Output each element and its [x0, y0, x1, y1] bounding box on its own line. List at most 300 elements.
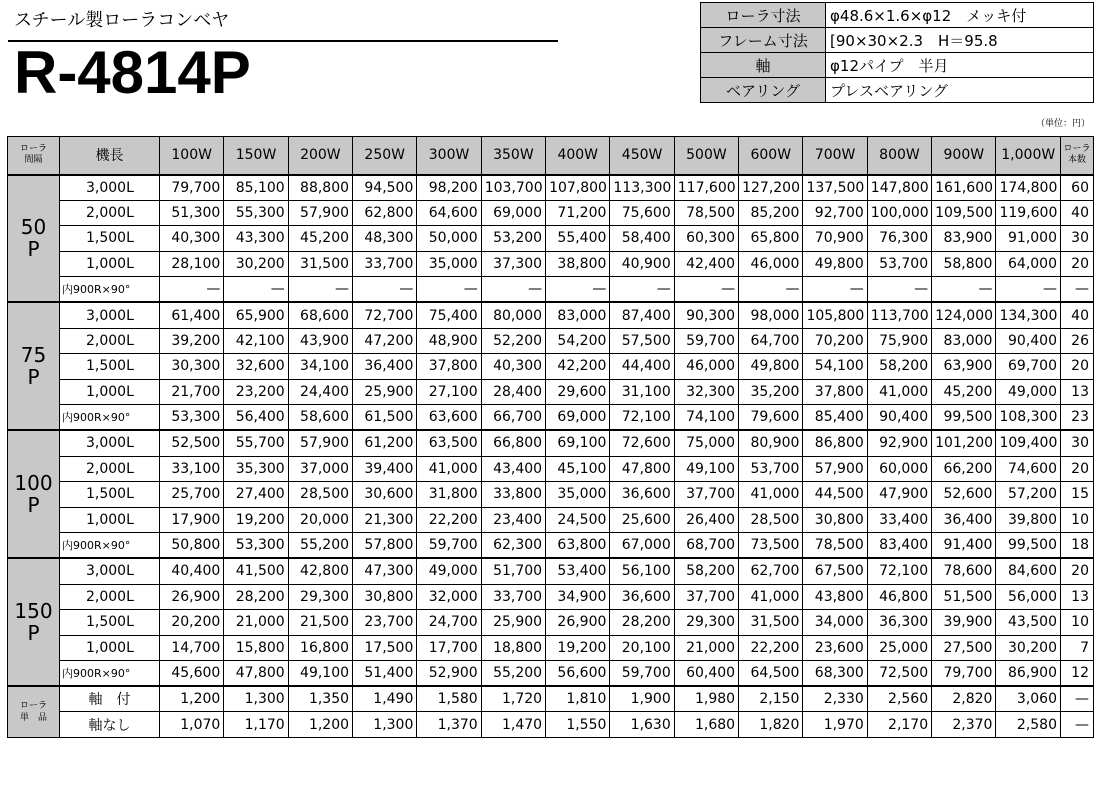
- price-cell: 28,100: [160, 251, 224, 277]
- price-cell: 119,600: [996, 200, 1061, 226]
- col-header-width: 600W: [739, 137, 803, 175]
- price-cell: 124,000: [932, 302, 996, 328]
- roller-count-cell: 20: [1061, 558, 1094, 584]
- price-cell: 72,500: [867, 661, 931, 687]
- spec-key: フレーム寸法: [701, 28, 826, 53]
- col-header-pitch: ローラ 間隔: [8, 137, 60, 175]
- price-cell: 31,500: [288, 251, 352, 277]
- price-cell: 78,500: [803, 533, 867, 559]
- price-cell: —: [288, 277, 352, 303]
- price-cell: 69,000: [481, 200, 545, 226]
- price-cell: 84,600: [996, 558, 1061, 584]
- price-cell: 34,100: [288, 354, 352, 380]
- price-cell: 55,200: [288, 533, 352, 559]
- price-cell: —: [803, 277, 867, 303]
- price-cell: 46,000: [739, 251, 803, 277]
- price-cell: 1,350: [288, 686, 352, 712]
- price-cell: 39,200: [160, 328, 224, 354]
- price-cell: —: [932, 277, 996, 303]
- price-cell: 15,800: [224, 635, 288, 661]
- price-cell: 161,600: [932, 175, 996, 201]
- price-cell: 47,800: [610, 456, 674, 482]
- length-cell: 軸なし: [60, 712, 160, 738]
- price-cell: 30,200: [996, 635, 1061, 661]
- length-cell: 内900R×90°: [60, 277, 160, 303]
- price-cell: 60,300: [674, 226, 738, 252]
- price-cell: 27,400: [224, 482, 288, 508]
- price-cell: 53,200: [481, 226, 545, 252]
- table-row: [8, 456, 1094, 482]
- price-cell: 74,100: [674, 405, 738, 431]
- price-cell: 90,400: [867, 405, 931, 431]
- price-cell: 39,800: [996, 507, 1061, 533]
- price-cell: 49,100: [288, 661, 352, 687]
- price-cell: 51,700: [481, 558, 545, 584]
- price-cell: —: [353, 277, 417, 303]
- price-cell: 60,000: [867, 456, 931, 482]
- price-cell: 41,000: [867, 379, 931, 405]
- price-cell: 83,400: [867, 533, 931, 559]
- price-table: [7, 136, 1094, 738]
- price-cell: 55,200: [481, 661, 545, 687]
- price-cell: 1,980: [674, 686, 738, 712]
- price-cell: 69,000: [546, 405, 610, 431]
- price-cell: 52,600: [932, 482, 996, 508]
- pitch-cell: 100 P: [8, 430, 60, 558]
- col-header-width: 200W: [288, 137, 352, 175]
- price-cell: 38,800: [546, 251, 610, 277]
- price-cell: 59,700: [674, 328, 738, 354]
- price-cell: 47,900: [867, 482, 931, 508]
- col-header-width: 800W: [867, 137, 931, 175]
- price-cell: 57,800: [353, 533, 417, 559]
- price-cell: 47,300: [353, 558, 417, 584]
- price-cell: 37,700: [674, 584, 738, 610]
- length-cell: 3,000L: [60, 302, 160, 328]
- price-cell: 85,400: [803, 405, 867, 431]
- price-cell: 45,100: [546, 456, 610, 482]
- price-cell: 68,700: [674, 533, 738, 559]
- price-cell: 28,500: [739, 507, 803, 533]
- spec-value: φ12パイプ 半月: [826, 53, 1094, 78]
- price-cell: 174,800: [996, 175, 1061, 201]
- price-cell: 41,000: [417, 456, 481, 482]
- price-cell: 17,700: [417, 635, 481, 661]
- price-cell: 117,600: [674, 175, 738, 201]
- table-row: [8, 226, 1094, 252]
- col-header-width: 900W: [932, 137, 996, 175]
- price-cell: 14,700: [160, 635, 224, 661]
- price-cell: 46,800: [867, 584, 931, 610]
- price-cell: 109,500: [932, 200, 996, 226]
- roller-count-cell: 18: [1061, 533, 1094, 559]
- price-cell: 2,820: [932, 686, 996, 712]
- price-cell: 73,500: [739, 533, 803, 559]
- length-cell: 1,000L: [60, 379, 160, 405]
- length-cell: 2,000L: [60, 456, 160, 482]
- price-cell: 30,300: [160, 354, 224, 380]
- price-cell: 58,600: [288, 405, 352, 431]
- price-cell: 21,300: [353, 507, 417, 533]
- price-cell: 42,200: [546, 354, 610, 380]
- price-cell: 109,400: [996, 430, 1061, 456]
- price-cell: 43,900: [288, 328, 352, 354]
- price-cell: 1,550: [546, 712, 610, 738]
- price-cell: 86,900: [996, 661, 1061, 687]
- price-cell: 64,000: [996, 251, 1061, 277]
- price-cell: 27,500: [932, 635, 996, 661]
- price-cell: 42,800: [288, 558, 352, 584]
- price-cell: —: [739, 277, 803, 303]
- price-cell: 41,500: [224, 558, 288, 584]
- length-cell: 2,000L: [60, 200, 160, 226]
- price-cell: 60,400: [674, 661, 738, 687]
- price-cell: 31,500: [739, 610, 803, 636]
- price-cell: 2,330: [803, 686, 867, 712]
- price-cell: 66,700: [481, 405, 545, 431]
- price-cell: 40,400: [160, 558, 224, 584]
- price-cell: 64,500: [739, 661, 803, 687]
- price-cell: 69,700: [996, 354, 1061, 380]
- length-cell: 1,500L: [60, 226, 160, 252]
- price-cell: 61,500: [353, 405, 417, 431]
- price-cell: 33,800: [481, 482, 545, 508]
- price-cell: 36,400: [353, 354, 417, 380]
- price-cell: 78,500: [674, 200, 738, 226]
- price-cell: 41,000: [739, 482, 803, 508]
- price-cell: 17,900: [160, 507, 224, 533]
- length-cell: 1,500L: [60, 610, 160, 636]
- price-cell: 55,300: [224, 200, 288, 226]
- price-cell: 79,700: [160, 175, 224, 201]
- table-row: [8, 379, 1094, 405]
- table-row: [8, 558, 1094, 584]
- price-cell: 37,800: [417, 354, 481, 380]
- price-cell: 36,600: [610, 584, 674, 610]
- price-cell: 53,700: [739, 456, 803, 482]
- length-cell: 2,000L: [60, 584, 160, 610]
- price-cell: 83,900: [932, 226, 996, 252]
- price-cell: 57,900: [288, 200, 352, 226]
- price-cell: 35,000: [417, 251, 481, 277]
- price-cell: 90,300: [674, 302, 738, 328]
- price-cell: 41,000: [739, 584, 803, 610]
- price-cell: 40,300: [481, 354, 545, 380]
- price-cell: 91,000: [996, 226, 1061, 252]
- price-cell: 63,800: [546, 533, 610, 559]
- price-cell: 54,100: [803, 354, 867, 380]
- length-cell: 3,000L: [60, 175, 160, 201]
- price-cell: 56,100: [610, 558, 674, 584]
- col-header-width: 450W: [610, 137, 674, 175]
- price-cell: 80,000: [481, 302, 545, 328]
- price-cell: 108,300: [996, 405, 1061, 431]
- roller-count-cell: 10: [1061, 507, 1094, 533]
- price-cell: 80,900: [739, 430, 803, 456]
- price-cell: 56,600: [546, 661, 610, 687]
- price-cell: 21,000: [224, 610, 288, 636]
- price-cell: 49,000: [417, 558, 481, 584]
- roller-count-cell: 60: [1061, 175, 1094, 201]
- price-cell: 30,800: [803, 507, 867, 533]
- price-cell: 70,900: [803, 226, 867, 252]
- price-cell: 23,400: [481, 507, 545, 533]
- price-cell: 1,200: [160, 686, 224, 712]
- col-header-width: 1,000W: [996, 137, 1061, 175]
- price-cell: 99,500: [932, 405, 996, 431]
- table-row: [8, 277, 1094, 303]
- spec-row: [701, 78, 1094, 103]
- price-cell: 62,700: [739, 558, 803, 584]
- roller-count-cell: 30: [1061, 226, 1094, 252]
- price-cell: 45,200: [932, 379, 996, 405]
- roller-count-cell: 12: [1061, 661, 1094, 687]
- price-cell: 58,200: [867, 354, 931, 380]
- price-cell: 2,580: [996, 712, 1061, 738]
- table-row: [8, 430, 1094, 456]
- price-cell: 51,500: [932, 584, 996, 610]
- price-cell: 34,900: [546, 584, 610, 610]
- price-cell: 2,370: [932, 712, 996, 738]
- price-cell: 1,900: [610, 686, 674, 712]
- length-cell: 1,500L: [60, 354, 160, 380]
- price-cell: 74,600: [996, 456, 1061, 482]
- spec-table: [700, 2, 1094, 103]
- price-cell: 1,370: [417, 712, 481, 738]
- price-cell: 78,600: [932, 558, 996, 584]
- price-cell: 134,300: [996, 302, 1061, 328]
- price-cell: 75,600: [610, 200, 674, 226]
- price-cell: 103,700: [481, 175, 545, 201]
- price-cell: 64,700: [739, 328, 803, 354]
- length-cell: 1,000L: [60, 507, 160, 533]
- price-cell: 1,970: [803, 712, 867, 738]
- price-cell: 24,500: [546, 507, 610, 533]
- price-cell: 37,000: [288, 456, 352, 482]
- price-cell: 48,900: [417, 328, 481, 354]
- price-cell: 32,600: [224, 354, 288, 380]
- price-cell: 90,400: [996, 328, 1061, 354]
- pitch-cell: 50 P: [8, 175, 60, 303]
- price-cell: 83,000: [546, 302, 610, 328]
- price-cell: 100,000: [867, 200, 931, 226]
- table-row: [8, 635, 1094, 661]
- price-cell: 23,600: [803, 635, 867, 661]
- table-row: [8, 712, 1094, 738]
- price-cell: 55,400: [546, 226, 610, 252]
- price-cell: 40,900: [610, 251, 674, 277]
- price-cell: 147,800: [867, 175, 931, 201]
- price-cell: 66,200: [932, 456, 996, 482]
- price-cell: 22,200: [739, 635, 803, 661]
- price-cell: 36,300: [867, 610, 931, 636]
- price-cell: 56,000: [996, 584, 1061, 610]
- price-cell: 45,600: [160, 661, 224, 687]
- table-row: [8, 482, 1094, 508]
- length-cell: 1,000L: [60, 635, 160, 661]
- col-header-width: 250W: [353, 137, 417, 175]
- price-cell: 61,400: [160, 302, 224, 328]
- price-cell: 25,700: [160, 482, 224, 508]
- price-cell: 27,100: [417, 379, 481, 405]
- price-cell: 52,200: [481, 328, 545, 354]
- price-cell: 20,200: [160, 610, 224, 636]
- length-cell: 3,000L: [60, 558, 160, 584]
- price-cell: —: [417, 277, 481, 303]
- price-cell: 101,200: [932, 430, 996, 456]
- price-cell: 1,070: [160, 712, 224, 738]
- price-cell: 71,200: [546, 200, 610, 226]
- length-cell: 内900R×90°: [60, 533, 160, 559]
- price-cell: —: [996, 277, 1061, 303]
- price-cell: 72,600: [610, 430, 674, 456]
- price-cell: 19,200: [224, 507, 288, 533]
- price-cell: 35,300: [224, 456, 288, 482]
- col-header-width: 500W: [674, 137, 738, 175]
- table-row: [8, 686, 1094, 712]
- price-cell: 32,000: [417, 584, 481, 610]
- price-cell: 53,300: [224, 533, 288, 559]
- price-cell: 35,200: [739, 379, 803, 405]
- roller-count-cell: 20: [1061, 354, 1094, 380]
- roller-count-cell: 7: [1061, 635, 1094, 661]
- price-cell: 57,900: [288, 430, 352, 456]
- price-cell: 1,810: [546, 686, 610, 712]
- price-cell: 72,100: [867, 558, 931, 584]
- col-header-width: 700W: [803, 137, 867, 175]
- price-cell: 76,300: [867, 226, 931, 252]
- price-cell: 36,600: [610, 482, 674, 508]
- spec-row: [701, 53, 1094, 78]
- price-cell: 34,000: [803, 610, 867, 636]
- price-cell: 79,700: [932, 661, 996, 687]
- spec-row: [701, 28, 1094, 53]
- price-cell: —: [610, 277, 674, 303]
- price-cell: 85,100: [224, 175, 288, 201]
- price-cell: 48,300: [353, 226, 417, 252]
- price-cell: 26,900: [546, 610, 610, 636]
- table-row: [8, 200, 1094, 226]
- price-cell: 1,170: [224, 712, 288, 738]
- price-cell: 105,800: [803, 302, 867, 328]
- price-cell: 36,400: [932, 507, 996, 533]
- price-cell: 62,800: [353, 200, 417, 226]
- model-number: R-4814P: [14, 39, 251, 106]
- price-cell: 29,300: [674, 610, 738, 636]
- price-cell: 79,600: [739, 405, 803, 431]
- price-cell: 66,800: [481, 430, 545, 456]
- price-cell: 53,300: [160, 405, 224, 431]
- price-cell: 37,700: [674, 482, 738, 508]
- col-header-width: 100W: [160, 137, 224, 175]
- price-cell: 91,400: [932, 533, 996, 559]
- price-cell: 88,800: [288, 175, 352, 201]
- price-cell: 30,200: [224, 251, 288, 277]
- price-cell: 25,000: [867, 635, 931, 661]
- price-cell: 28,500: [288, 482, 352, 508]
- table-row: [8, 328, 1094, 354]
- price-cell: 31,100: [610, 379, 674, 405]
- price-cell: 17,500: [353, 635, 417, 661]
- price-cell: 1,680: [674, 712, 738, 738]
- price-cell: 69,100: [546, 430, 610, 456]
- price-cell: 2,150: [739, 686, 803, 712]
- price-cell: 33,700: [481, 584, 545, 610]
- price-cell: 1,820: [739, 712, 803, 738]
- price-cell: 57,900: [803, 456, 867, 482]
- price-cell: —: [224, 277, 288, 303]
- price-cell: 49,800: [803, 251, 867, 277]
- pitch-cell: 150 P: [8, 558, 60, 686]
- price-cell: 52,500: [160, 430, 224, 456]
- price-cell: 43,400: [481, 456, 545, 482]
- roller-count-cell: 30: [1061, 430, 1094, 456]
- price-cell: 49,800: [739, 354, 803, 380]
- price-cell: 113,300: [610, 175, 674, 201]
- price-cell: 28,200: [610, 610, 674, 636]
- price-cell: 33,700: [353, 251, 417, 277]
- price-cell: 18,800: [481, 635, 545, 661]
- price-cell: 107,800: [546, 175, 610, 201]
- price-cell: 49,100: [674, 456, 738, 482]
- spec-row: [701, 3, 1094, 28]
- roller-count-cell: 10: [1061, 610, 1094, 636]
- price-cell: 54,200: [546, 328, 610, 354]
- price-cell: 53,400: [546, 558, 610, 584]
- price-cell: 64,600: [417, 200, 481, 226]
- price-cell: 37,800: [803, 379, 867, 405]
- price-cell: 63,500: [417, 430, 481, 456]
- price-cell: 1,300: [224, 686, 288, 712]
- spec-value: プレスベアリング: [826, 78, 1094, 103]
- price-cell: 40,300: [160, 226, 224, 252]
- length-cell: 2,000L: [60, 328, 160, 354]
- col-header-width: 350W: [481, 137, 545, 175]
- table-row: [8, 175, 1094, 201]
- price-cell: 44,400: [610, 354, 674, 380]
- price-cell: 58,200: [674, 558, 738, 584]
- price-cell: 55,700: [224, 430, 288, 456]
- price-cell: 42,400: [674, 251, 738, 277]
- price-cell: 26,400: [674, 507, 738, 533]
- price-cell: 43,300: [224, 226, 288, 252]
- col-header-width: 400W: [546, 137, 610, 175]
- spec-key: 軸: [701, 53, 826, 78]
- price-cell: 25,600: [610, 507, 674, 533]
- table-row: [8, 354, 1094, 380]
- table-row: [8, 661, 1094, 687]
- length-cell: 内900R×90°: [60, 405, 160, 431]
- roller-count-cell: 23: [1061, 405, 1094, 431]
- price-cell: 21,000: [674, 635, 738, 661]
- price-cell: 45,200: [288, 226, 352, 252]
- price-cell: 42,100: [224, 328, 288, 354]
- price-cell: 98,200: [417, 175, 481, 201]
- price-cell: 37,300: [481, 251, 545, 277]
- price-cell: 22,200: [417, 507, 481, 533]
- price-cell: 53,700: [867, 251, 931, 277]
- table-row: [8, 405, 1094, 431]
- table-row: [8, 533, 1094, 559]
- price-cell: 58,400: [610, 226, 674, 252]
- price-cell: 28,200: [224, 584, 288, 610]
- spec-key: ベアリング: [701, 78, 826, 103]
- price-cell: 68,600: [288, 302, 352, 328]
- length-cell: 軸 付: [60, 686, 160, 712]
- price-cell: 137,500: [803, 175, 867, 201]
- price-cell: 30,800: [353, 584, 417, 610]
- price-cell: 1,490: [353, 686, 417, 712]
